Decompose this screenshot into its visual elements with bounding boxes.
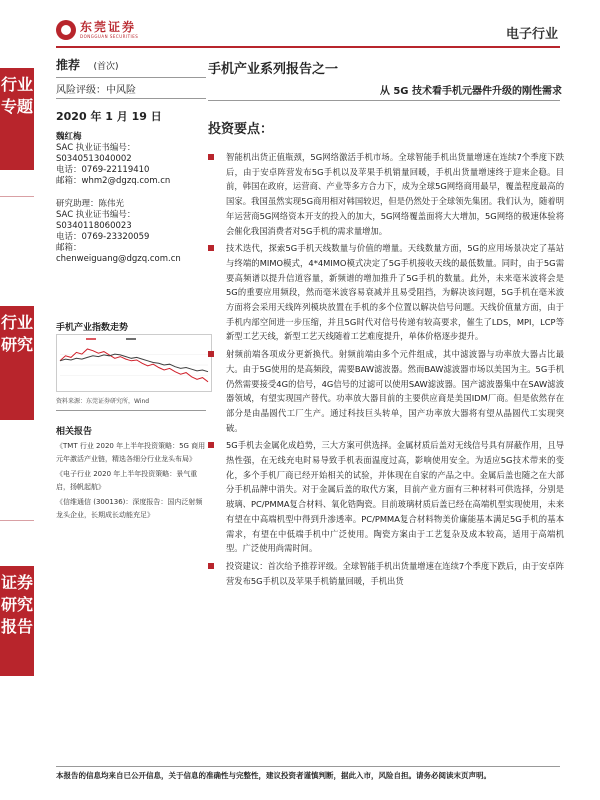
key-point: 5G手机去金属化成趋势，三大方案可供选择。金属材质后盖对无线信号具有屏蔽作用，且导热性强，在无线充电时易导致手机表面温度过高，影响使用安全。为适应5G技术带来的变化，多个手机厂商已经开始相关的试验，并体现在自家的产品之中。金属后盖也随之在大部分手机品牌中消失。对于金属后盖的取代方案，目前产业方面有三种材料可供选择，分别是玻璃、PC/PMMA复合材料、氧化锆陶瓷。目前玻璃材质后盖已经在高端机型实现使用，未来有望在中高端机型中得到升渗透率。PC/PMMA复合材料物美价廉能基本满足5G手机的基本需求，有望在中低端手机中广泛使用。陶瓷方案由于工艺复杂及成本较高，适用于高端机型。广泛使用尚需时间。 bbox=[208, 438, 564, 556]
recommendation-row bbox=[56, 56, 200, 76]
side-tab-report bbox=[0, 566, 34, 676]
assistant-line: 电话：0769-23320059 bbox=[56, 232, 150, 242]
index-trend-chart bbox=[56, 334, 212, 392]
side-tab-research bbox=[0, 306, 34, 420]
analyst-name: 魏红梅 bbox=[56, 132, 82, 142]
key-point: 智能机出货正值瓶颈，5G网络激活手机市场。全球智能手机出货量增速在连续7个季度下跌后，由于安卓阵营发布5G手机以及苹果手机销量回暖，手机出货量增速终于迎来企稳。目前，韩国在政府，运营商、产业等多方合力下，成为全球5G网络商用最早，覆盖程度最高的国家。我国虽然实现5G商用相对韩国较迟，但是仍然处于全球领先集团。我们认为，随着明年运营商5G网络资本开支的投入的加大，5G网络覆盖面将大大增加，5G网络的极速体验将会催化我国消费者对5G手机的需求量增加。 bbox=[208, 150, 564, 238]
analyst-info bbox=[56, 132, 206, 265]
related-report-item[interactable]: 《电子行业 2020 年上半年投资策略：景气重启，扬帆起航》 bbox=[56, 470, 198, 491]
side-tab-topic bbox=[0, 68, 34, 170]
chart-series-line-1 bbox=[60, 354, 208, 372]
side-divider bbox=[0, 196, 34, 197]
recommendation: 推荐 bbox=[56, 58, 81, 72]
page-header bbox=[56, 20, 560, 48]
report-date: 2020 年 1 月 19 日 bbox=[56, 110, 162, 123]
footer-disclaimer: 本报告的信息均来自已公开信息，关于信息的准确性与完整性，建议投资者谨慎判断，据此入市，风险自担。请务必阅读末页声明。 bbox=[56, 771, 491, 780]
chart-source: 资料来源：东莞证券研究所，Wind bbox=[56, 398, 150, 405]
header-rule bbox=[56, 46, 560, 48]
related-report-item[interactable]: 《TMT 行业 2020 年上半年投资策略：5G 商用元年激活产业链，精选各细分行业龙头布局》 bbox=[56, 442, 206, 463]
analyst-line: S0340513040002 bbox=[56, 154, 132, 164]
recommendation-note: (首次) bbox=[93, 62, 119, 72]
company-logo bbox=[56, 20, 138, 40]
key-points-list bbox=[208, 150, 564, 591]
chart-title: 手机产业指数走势 bbox=[56, 323, 129, 333]
related-reports-title: 相关报告 bbox=[56, 427, 93, 437]
footer-rule bbox=[56, 766, 560, 767]
key-point: 投资建议：首次给予推荐评级。全球智能手机出货量增速在连续7个季度下跌后，由于安卓阵营发布5G手机以及苹果手机销量回暖，手机出货 bbox=[208, 559, 564, 588]
assistant-line: 邮箱： bbox=[56, 243, 82, 253]
title-rule bbox=[208, 100, 560, 101]
logo-cn-text: 东莞证券 bbox=[80, 20, 137, 34]
key-point: 射频前端各项成分更新换代。射频前端由多个元件组成，其中滤波器与功率放大器占比最大。由于5G使用的是高频段，需要BAW滤波器。然而BAW滤波器市场以美国为主。5G手机仍然需要接受4G的信号，4G信号的过滤可以使用SAW滤波器。国产滤波器集中在SAW滤波器领域，有望实现国产替代。功率放大器目前的主要供应商是美国IDM厂商。但是依然存在部分是由晶圆代工厂生产。通过科技巨头转单，国产功率放大器将有望从晶圆代工实现突破。 bbox=[208, 347, 564, 435]
analyst-line: 邮箱：whm2@dgzq.com.cn bbox=[56, 176, 171, 186]
side-tab-research-text: 行业研究 bbox=[0, 313, 33, 354]
side-tab-topic-text: 行业专题 bbox=[0, 75, 33, 116]
left-divider bbox=[56, 98, 206, 99]
report-title: 手机产业系列报告之一 bbox=[208, 62, 339, 77]
assistant-line: chenweiguang@dgzq.com.cn bbox=[56, 254, 181, 264]
related-reports-list bbox=[56, 440, 206, 524]
chart-series-line-0 bbox=[60, 349, 208, 382]
industry-label: 电子行业 bbox=[505, 27, 558, 42]
assistant-line: SAC 执业证书编号： bbox=[56, 210, 136, 220]
analyst-line: 电话：0769-22119410 bbox=[56, 165, 150, 175]
assistant-line: S0340118060023 bbox=[56, 221, 132, 231]
left-divider bbox=[56, 77, 206, 78]
risk-rating: 风险评级：中风险 bbox=[56, 85, 136, 96]
side-divider bbox=[0, 520, 34, 521]
logo-en-text: DONGGUAN SECURITIES bbox=[80, 34, 139, 39]
related-report-item[interactable]: 《信维通信 (300136)：深度报告：国内泛射频龙头企业，长期成长动能充足》 bbox=[56, 498, 203, 519]
left-divider bbox=[56, 410, 206, 411]
side-tab-report-text: 证券研究报告 bbox=[0, 573, 33, 636]
key-points-title: 投资要点： bbox=[208, 122, 274, 137]
report-subtitle: 从 5G 技术看手机元器件升级的刚性需求 bbox=[379, 86, 562, 97]
key-point: 技术迭代，探索5G手机天线数量与价值的增量。天线数量方面，5G的应用场景决定了基站与终端的MIMO模式，4*4MIMO模式决定了5G手机接收天线的最低数量。同时，由于5G需要高频谱以提升信道容量，新频谱的增加推升了5G手机的数量。此外，未来毫米波将会是5G的重要应用频段，然而毫米波容易衰减并且易受阻挡，为解决该问题，5G手机在毫米波方面将会采用天线阵列模块放置在手机的多个位置以解决信号问题。天线价值量方面，由于手机内部空间进一步压缩，并且5G时代对信号传递有较高要求，催生了LDS，MPI，LCP等新型工艺天线，新型工艺天线随着工艺难度提升，单体价格逐步提升。 bbox=[208, 241, 564, 344]
logo-mark-icon bbox=[56, 20, 76, 40]
chart-frame bbox=[57, 335, 212, 392]
analyst-line: SAC 执业证书编号： bbox=[56, 143, 136, 153]
assistant-line: 研究助理：陈伟光 bbox=[56, 199, 125, 209]
